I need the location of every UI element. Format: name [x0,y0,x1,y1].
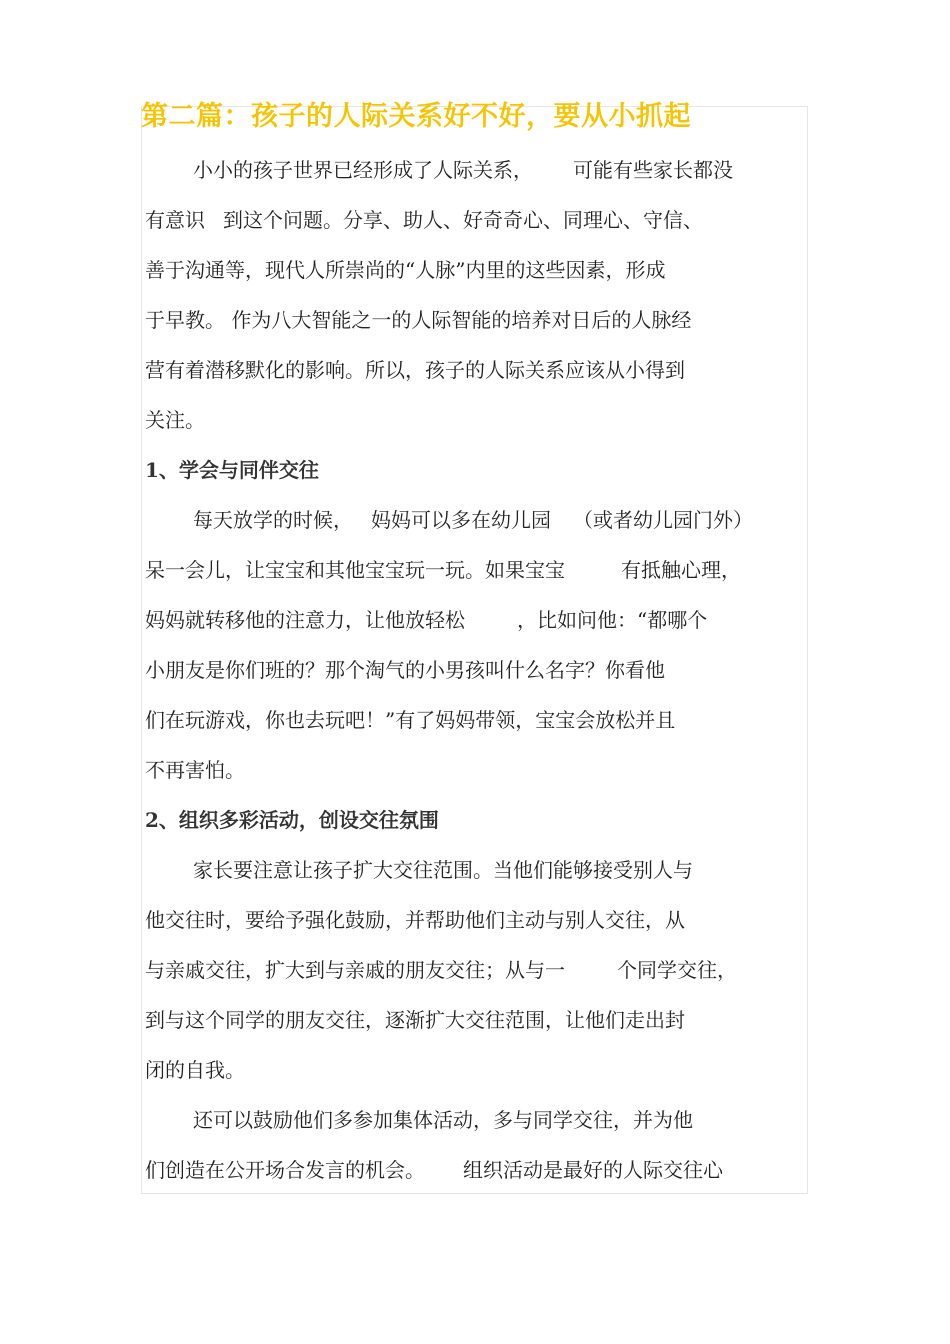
document-title: 第二篇：孩子的人际关系好不好，要从小抓起 [141,101,691,132]
section-heading: 2、组织多彩活动，创设交往氛围 [145,808,439,832]
text-line: 他交往时，要给予强化鼓励，并帮助他们主动与别人交往，从 [145,908,685,932]
text-line: 家长要注意让孩子扩大交往范围。当他们能够接受别人与 [193,858,693,882]
text-line: 有意识 到这个问题。分享、助人、好奇奇心、同理心、守信、 [145,208,703,232]
text-line: 关注。 [145,408,205,432]
text-line: 们在玩游戏，你也去玩吧！”有了妈妈带领，宝宝会放松并且 [145,708,676,732]
text-line: 妈妈就转移他的注意力，让他放轻松 ，比如问他：“都哪个 [145,608,708,632]
text-line: 小小的孩子世界已经形成了人际关系， 可能有些家长都没 [193,158,733,182]
text-line: 营有着潜移默化的影响。所以，孩子的人际关系应该从小得到 [145,358,685,382]
text-line: 呆一会儿，让宝宝和其他宝宝玩一玩。如果宝宝 有抵触心理， [145,558,741,582]
section-heading: 1、学会与同伴交往 [145,458,319,482]
text-line: 闭的自我。 [145,1058,245,1082]
text-line: 与亲戚交往，扩大到与亲戚的朋友交往；从与一 个同学交往， [145,958,737,982]
text-line: 不再害怕。 [145,758,245,782]
text-line: 于早教。 作为八大智能之一的人际智能的培养对日后的人脉经 [145,308,692,332]
text-line: 每天放学的时候， 妈妈可以多在幼儿园 （或者幼儿园门外） [193,508,753,532]
text-line: 们创造在公开场合发言的机会。 组织活动是最好的人际交往心 [145,1158,723,1182]
text-line: 善于沟通等，现代人所崇尚的“人脉”内里的这些因素，形成 [145,258,666,282]
text-line: 到与这个同学的朋友交往，逐渐扩大交往范围，让他们走出封 [145,1008,685,1032]
text-line: 还可以鼓励他们多参加集体活动，多与同学交往，并为他 [193,1108,693,1132]
text-line: 小朋友是你们班的？那个淘气的小男孩叫什么名字？你看他 [145,658,665,682]
